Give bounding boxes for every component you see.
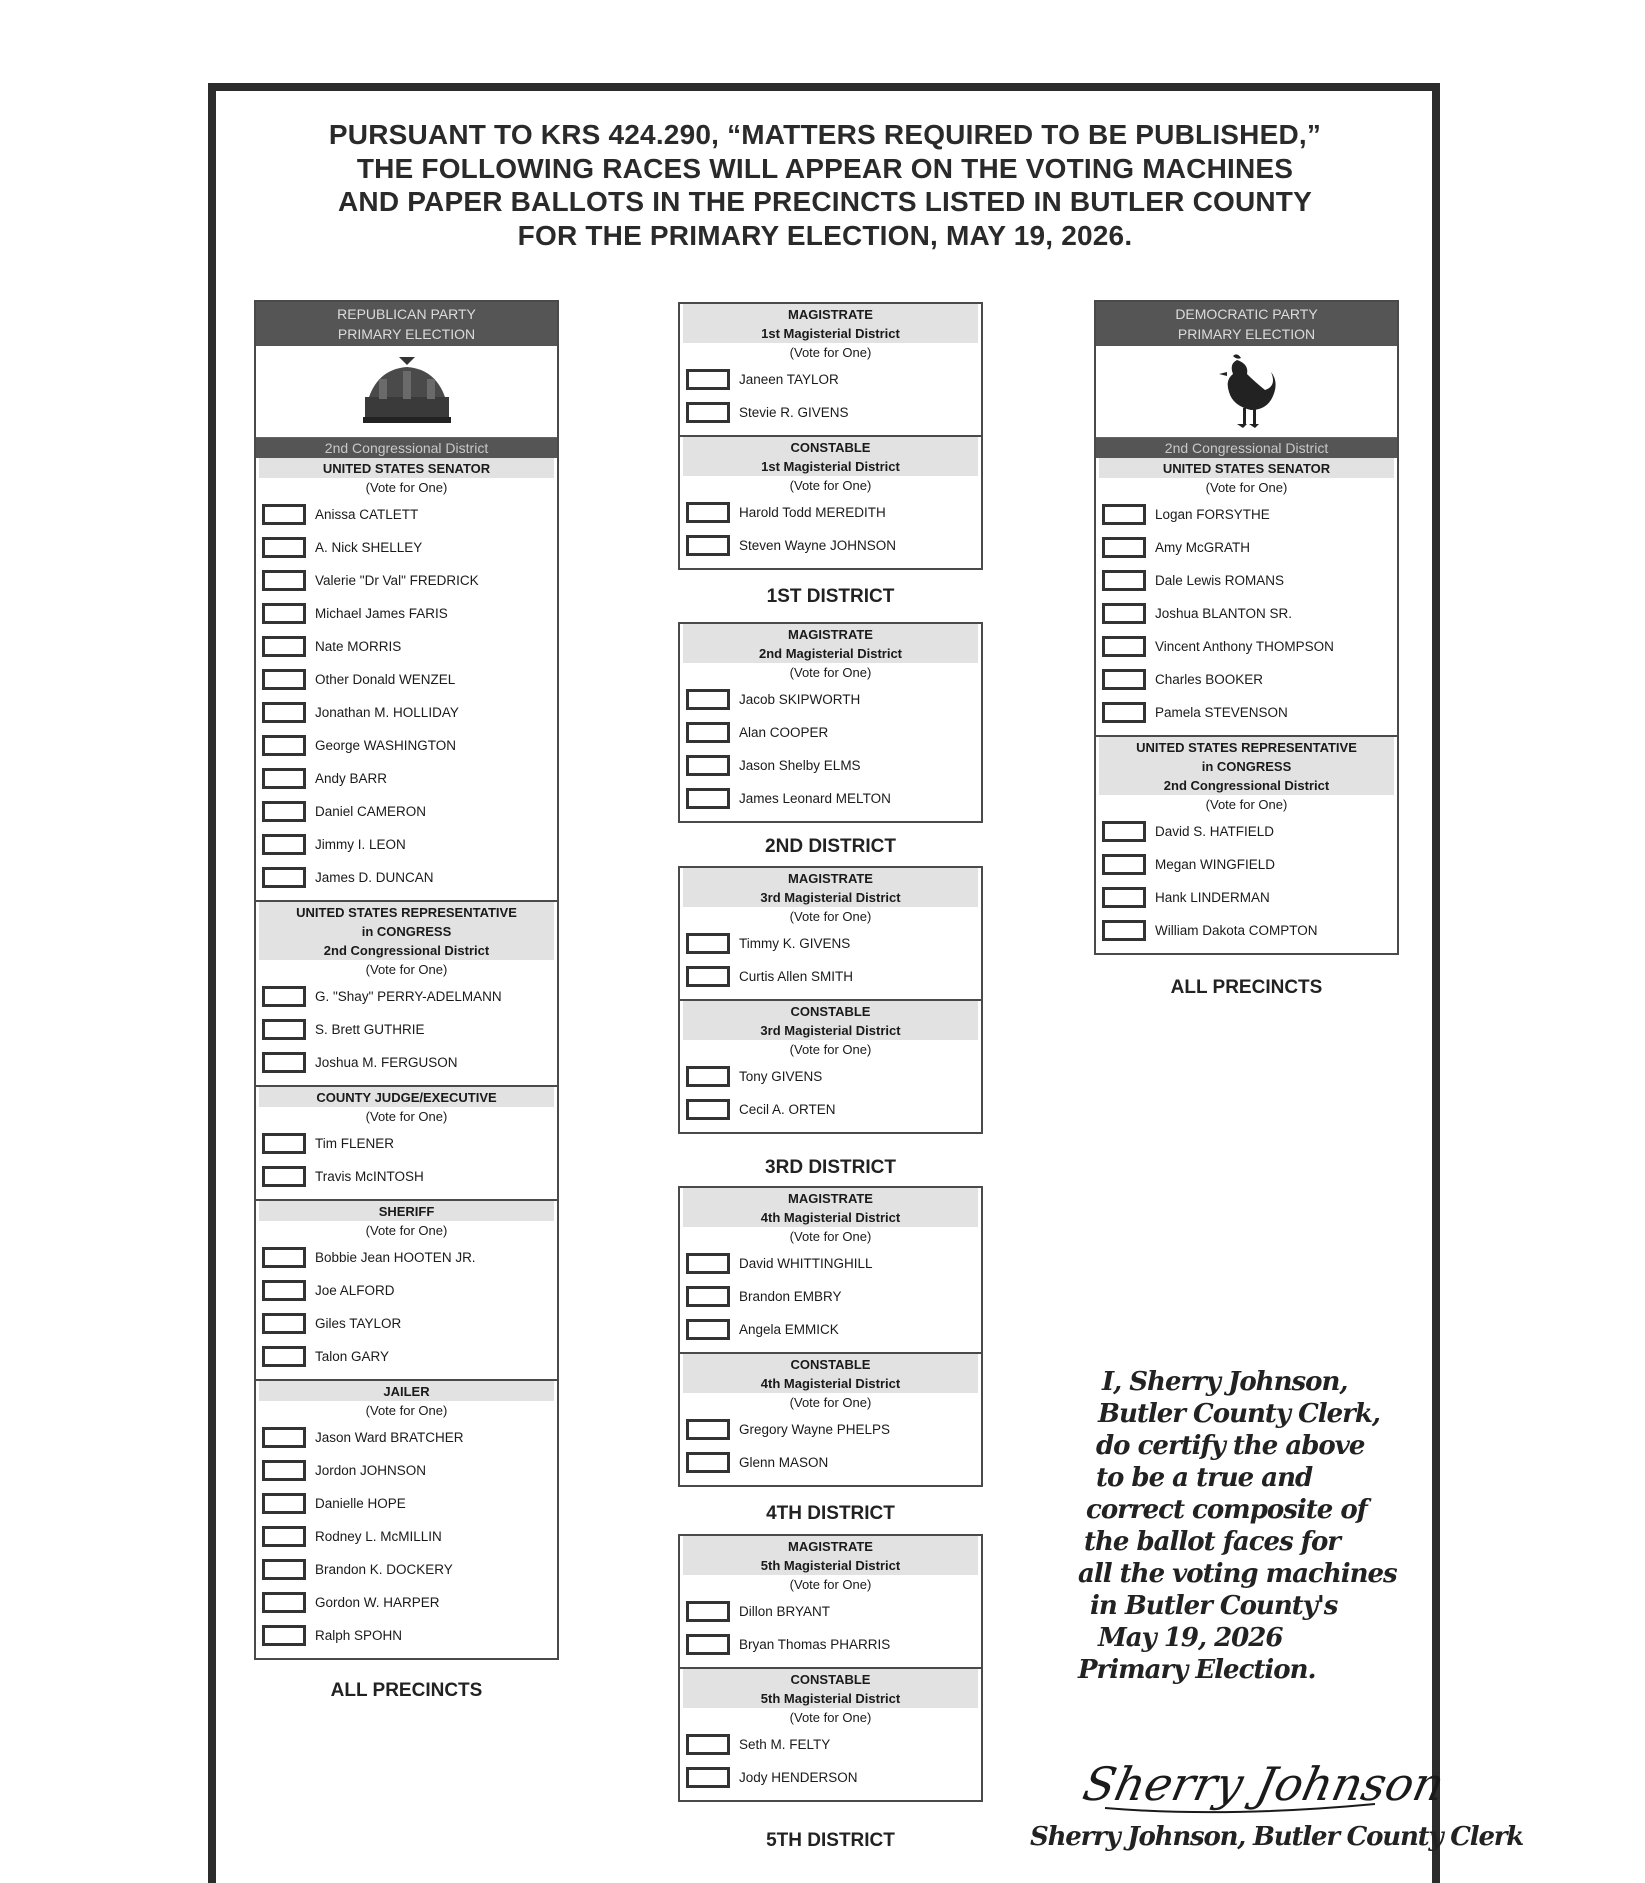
- race-section: [680, 624, 981, 821]
- race-section: [256, 1379, 557, 1658]
- candidate-row[interactable]: [256, 1241, 557, 1274]
- candidate-name: Charles BOOKER: [1155, 672, 1264, 687]
- vote-instruction: (Vote for One): [789, 1577, 872, 1592]
- race-section: [680, 1188, 981, 1352]
- candidate-row[interactable]: [256, 1553, 557, 1586]
- svg-text:Sherry Johnson: Sherry Johnson: [1078, 1757, 1449, 1811]
- vote-box[interactable]: [686, 1734, 730, 1755]
- headline: [250, 118, 1400, 252]
- candidate-row[interactable]: [256, 597, 557, 630]
- candidate-name: Other Donald WENZEL: [315, 672, 456, 687]
- candidate-row[interactable]: [680, 1247, 981, 1280]
- candidate-name: Gordon W. HARPER: [315, 1595, 440, 1610]
- candidate-row[interactable]: [256, 1487, 557, 1520]
- vote-box[interactable]: [262, 1166, 306, 1187]
- race-title-line: MAGISTRATE: [788, 871, 873, 886]
- candidate-row[interactable]: [680, 716, 981, 749]
- candidate-name: Brandon EMBRY: [739, 1289, 842, 1304]
- race-title-line: 1st Magisterial District: [761, 459, 900, 474]
- vote-box[interactable]: [262, 735, 306, 756]
- race-title-line: in CONGRESS: [1201, 759, 1292, 774]
- race-title-line: UNITED STATES SENATOR: [1162, 461, 1331, 476]
- vote-box[interactable]: [686, 1634, 730, 1655]
- vote-instruction: (Vote for One): [1205, 480, 1288, 495]
- district-ballot: [678, 302, 983, 570]
- race-title-line: CONSTABLE: [790, 1672, 871, 1687]
- candidate-row[interactable]: [256, 1046, 557, 1079]
- candidate-row[interactable]: [680, 396, 981, 429]
- candidate-name: Alan COOPER: [739, 725, 829, 740]
- district-caption: 4TH DISTRICT: [766, 1503, 895, 1524]
- candidate-row[interactable]: [680, 496, 981, 529]
- race-title: [1099, 737, 1394, 795]
- candidate-name: Hank LINDERMAN: [1155, 890, 1270, 905]
- candidate-name: Michael James FARIS: [315, 606, 448, 621]
- vote-box[interactable]: [1102, 854, 1146, 875]
- candidate-row[interactable]: [680, 1761, 981, 1794]
- vote-box[interactable]: [262, 1493, 306, 1514]
- race-title-line: CONSTABLE: [790, 440, 871, 455]
- race-title: [683, 1001, 978, 1040]
- race-title: [259, 902, 554, 960]
- race-title-line: UNITED STATES REPRESENTATIVE: [1136, 740, 1357, 755]
- race-title: [683, 1354, 978, 1393]
- candidate-row[interactable]: [1096, 696, 1397, 729]
- candidate-name: Megan WINGFIELD: [1155, 857, 1276, 872]
- candidate-row[interactable]: [256, 630, 557, 663]
- vote-box[interactable]: [686, 1253, 730, 1274]
- race-section: [256, 1085, 557, 1199]
- candidate-name: Amy McGRATH: [1155, 540, 1250, 555]
- vote-instruction: (Vote for One): [1205, 797, 1288, 812]
- candidate-row[interactable]: [1096, 564, 1397, 597]
- candidate-name: James Leonard MELTON: [739, 791, 891, 806]
- candidate-name: Cecil A. ORTEN: [739, 1102, 836, 1117]
- race-title-line: MAGISTRATE: [788, 627, 873, 642]
- vote-box[interactable]: [686, 1419, 730, 1440]
- candidate-name: Danielle HOPE: [315, 1496, 406, 1511]
- candidate-row[interactable]: [680, 1060, 981, 1093]
- vote-instruction: (Vote for One): [789, 1710, 872, 1725]
- race-section: [680, 999, 981, 1132]
- candidate-name: Dillon BRYANT: [739, 1604, 831, 1619]
- precincts-caption: ALL PRECINCTS: [1170, 977, 1323, 998]
- race-title-line: MAGISTRATE: [788, 1191, 873, 1206]
- vote-box[interactable]: [262, 1460, 306, 1481]
- candidate-row[interactable]: [1096, 881, 1397, 914]
- race-title: [683, 437, 978, 476]
- vote-box[interactable]: [686, 966, 730, 987]
- candidate-name: Brandon K. DOCKERY: [315, 1562, 453, 1577]
- candidate-row[interactable]: [680, 960, 981, 993]
- candidate-name: Steven Wayne JOHNSON: [739, 538, 897, 553]
- signature-image: [1078, 1752, 1449, 1822]
- race-title: [683, 1536, 978, 1575]
- candidate-name: Travis McINTOSH: [315, 1169, 424, 1184]
- district-ballot: [678, 1186, 983, 1487]
- vote-box[interactable]: [1102, 603, 1146, 624]
- candidate-row[interactable]: [680, 1280, 981, 1313]
- candidate-row[interactable]: [256, 1421, 557, 1454]
- candidate-name: Bryan Thomas PHARRIS: [739, 1637, 891, 1652]
- race-title-line: in CONGRESS: [361, 924, 452, 939]
- candidate-name: David S. HATFIELD: [1155, 824, 1275, 839]
- candidate-name: Jody HENDERSON: [739, 1770, 858, 1785]
- district-bar: 2nd Congressional District: [256, 438, 557, 458]
- candidate-row[interactable]: [256, 1586, 557, 1619]
- candidate-name: James D. DUNCAN: [315, 870, 434, 885]
- race-title: [683, 868, 978, 907]
- vote-box[interactable]: [262, 1133, 306, 1154]
- race-title-line: 5th Magisterial District: [760, 1558, 901, 1573]
- vote-box[interactable]: [686, 402, 730, 423]
- candidate-row[interactable]: [256, 498, 557, 531]
- candidate-row[interactable]: [1096, 531, 1397, 564]
- vote-box[interactable]: [1102, 920, 1146, 941]
- race-title-line: 4th Magisterial District: [760, 1210, 901, 1225]
- candidate-row[interactable]: [1096, 663, 1397, 696]
- candidate-name: Angela EMMICK: [739, 1322, 839, 1337]
- race-title: [683, 304, 978, 343]
- candidate-name: Daniel CAMERON: [315, 804, 427, 819]
- vote-box[interactable]: [262, 1247, 306, 1268]
- vote-box[interactable]: [1102, 669, 1146, 690]
- candidate-row[interactable]: [256, 663, 557, 696]
- race-section: [680, 304, 981, 435]
- race-title-line: 5th Magisterial District: [760, 1691, 901, 1706]
- vote-box[interactable]: [262, 1313, 306, 1334]
- vote-box[interactable]: [1102, 504, 1146, 525]
- vote-box[interactable]: [686, 788, 730, 809]
- race-title-line: 2nd Congressional District: [323, 943, 490, 958]
- vote-box[interactable]: [262, 1427, 306, 1448]
- candidate-row[interactable]: [680, 1728, 981, 1761]
- candidate-row[interactable]: [256, 1013, 557, 1046]
- vote-box[interactable]: [262, 603, 306, 624]
- candidate-name: Dale Lewis ROMANS: [1155, 573, 1285, 588]
- candidate-row[interactable]: [680, 683, 981, 716]
- vote-instruction: (Vote for One): [365, 1223, 448, 1238]
- race-title: [259, 1201, 554, 1221]
- candidate-row[interactable]: [680, 1313, 981, 1346]
- district-ballot: [678, 866, 983, 1134]
- vote-box[interactable]: [262, 834, 306, 855]
- candidate-name: Jason Shelby ELMS: [739, 758, 861, 773]
- race-title-line: 2nd Magisterial District: [758, 646, 903, 661]
- vote-box[interactable]: [262, 1625, 306, 1646]
- district-bar: 2nd Congressional District: [1096, 438, 1397, 458]
- vote-instruction: (Vote for One): [789, 1042, 872, 1057]
- vote-box[interactable]: [686, 689, 730, 710]
- race-title: [259, 458, 554, 478]
- candidate-name: Seth M. FELTY: [739, 1737, 831, 1752]
- headline-line: AND PAPER BALLOTS IN THE PRECINCTS LISTED IN BUTLER COUNTY: [338, 186, 1312, 217]
- vote-instruction: (Vote for One): [365, 962, 448, 977]
- candidate-name: Rodney L. McMILLIN: [315, 1529, 442, 1544]
- race-title: [259, 1087, 554, 1107]
- race-section: [256, 1199, 557, 1379]
- vote-box[interactable]: [686, 502, 730, 523]
- vote-box[interactable]: [686, 1601, 730, 1622]
- vote-box[interactable]: [686, 1099, 730, 1120]
- candidate-name: Jason Ward BRATCHER: [315, 1430, 464, 1445]
- candidate-name: Tim FLENER: [315, 1136, 395, 1151]
- vote-box[interactable]: [686, 1767, 730, 1788]
- candidate-name: Joshua BLANTON SR.: [1155, 606, 1293, 621]
- vote-box[interactable]: [262, 1559, 306, 1580]
- race-title-line: 2nd Congressional District: [1163, 778, 1330, 793]
- vote-box[interactable]: [262, 1052, 306, 1073]
- headline-line: THE FOLLOWING RACES WILL APPEAR ON THE VOTING MACHINES: [356, 152, 1294, 184]
- race-title: [683, 624, 978, 663]
- vote-box[interactable]: [262, 1526, 306, 1547]
- candidate-row[interactable]: [256, 828, 557, 861]
- vote-instruction: (Vote for One): [365, 1403, 448, 1418]
- rooster-icon: [1096, 346, 1397, 438]
- vote-box[interactable]: [262, 669, 306, 690]
- district-ballot: [678, 622, 983, 823]
- candidate-row[interactable]: [680, 529, 981, 562]
- candidate-row[interactable]: [1096, 630, 1397, 663]
- vote-instruction: (Vote for One): [789, 665, 872, 680]
- candidate-name: Talon GARY: [315, 1349, 390, 1364]
- candidate-name: Harold Todd MEREDITH: [739, 505, 886, 520]
- candidate-name: A. Nick SHELLEY: [315, 540, 423, 555]
- vote-box[interactable]: [262, 1346, 306, 1367]
- vote-box[interactable]: [262, 1019, 306, 1040]
- race-section: [680, 435, 981, 568]
- candidate-row[interactable]: [680, 1093, 981, 1126]
- vote-box[interactable]: [262, 768, 306, 789]
- candidate-name: Bobbie Jean HOOTEN JR.: [315, 1250, 476, 1265]
- candidate-row[interactable]: [680, 782, 981, 815]
- race-section: [1096, 458, 1397, 735]
- race-title-line: MAGISTRATE: [788, 1539, 873, 1554]
- candidate-name: G. "Shay" PERRY-ADELMANN: [315, 989, 502, 1004]
- race-title-line: JAILER: [383, 1384, 430, 1399]
- vote-instruction: (Vote for One): [789, 478, 872, 493]
- candidate-name: Gregory Wayne PHELPS: [739, 1422, 891, 1437]
- race-section: [1096, 735, 1397, 953]
- vote-box[interactable]: [1102, 887, 1146, 908]
- headline-line: FOR THE PRIMARY ELECTION, MAY 19, 2026.: [517, 219, 1133, 251]
- vote-box[interactable]: [262, 1280, 306, 1301]
- candidate-name: Anissa CATLETT: [315, 507, 419, 522]
- candidate-row[interactable]: [1096, 914, 1397, 947]
- candidate-row[interactable]: [256, 1127, 557, 1160]
- candidate-name: Curtis Allen SMITH: [739, 969, 854, 984]
- republican-ballot: [254, 300, 559, 1660]
- race-title-line: 1st Magisterial District: [761, 326, 900, 341]
- vote-box[interactable]: [686, 755, 730, 776]
- candidate-row[interactable]: [256, 696, 557, 729]
- candidate-row[interactable]: [256, 1160, 557, 1193]
- candidate-row[interactable]: [1096, 498, 1397, 531]
- candidate-row[interactable]: [1096, 597, 1397, 630]
- race-section: [256, 900, 557, 1085]
- race-title: [683, 1188, 978, 1227]
- candidate-name: Joe ALFORD: [315, 1283, 395, 1298]
- elephant-icon: [256, 346, 557, 438]
- candidate-row[interactable]: [680, 363, 981, 396]
- race-title-line: 3rd Magisterial District: [760, 1023, 901, 1038]
- precincts-caption: ALL PRECINCTS: [330, 1680, 483, 1701]
- vote-box[interactable]: [686, 1286, 730, 1307]
- vote-box[interactable]: [262, 537, 306, 558]
- candidate-row[interactable]: [256, 861, 557, 894]
- vote-instruction: (Vote for One): [789, 909, 872, 924]
- candidate-name: Jonathan M. HOLLIDAY: [315, 705, 459, 720]
- party-header: REPUBLICAN PARTY PRIMARY ELECTION: [256, 302, 557, 346]
- district-caption: 3RD DISTRICT: [765, 1157, 896, 1178]
- race-title-line: COUNTY JUDGE/EXECUTIVE: [316, 1090, 497, 1105]
- candidate-row[interactable]: [1096, 815, 1397, 848]
- vote-box[interactable]: [262, 867, 306, 888]
- race-title-line: CONSTABLE: [790, 1004, 871, 1019]
- candidate-name: Logan FORSYTHE: [1155, 507, 1270, 522]
- vote-box[interactable]: [686, 535, 730, 556]
- vote-box[interactable]: [262, 570, 306, 591]
- candidate-name: Timmy K. GIVENS: [739, 936, 851, 951]
- candidate-name: Nate MORRIS: [315, 639, 402, 654]
- candidate-row[interactable]: [256, 1340, 557, 1373]
- race-title: [683, 1669, 978, 1708]
- race-section: [680, 1667, 981, 1800]
- candidate-row[interactable]: [256, 1619, 557, 1652]
- candidate-row[interactable]: [256, 795, 557, 828]
- vote-box[interactable]: [1102, 570, 1146, 591]
- candidate-row[interactable]: [680, 1446, 981, 1479]
- vote-box[interactable]: [686, 1452, 730, 1473]
- candidate-row[interactable]: [256, 564, 557, 597]
- candidate-row[interactable]: [256, 1520, 557, 1553]
- candidate-row[interactable]: [256, 1307, 557, 1340]
- candidate-name: Jimmy I. LEON: [315, 837, 406, 852]
- vote-box[interactable]: [686, 933, 730, 954]
- certification-statement: I, Sherry Johnson, Butler County Clerk, do certify the above to be a true and correct composite of the ballot faces for all the voting machines in Butler County's May 19, 2026 Primary Election.: [1078, 1367, 1397, 1685]
- race-title-line: UNITED STATES SENATOR: [322, 461, 491, 476]
- candidate-name: Pamela STEVENSON: [1155, 705, 1288, 720]
- vote-box[interactable]: [262, 702, 306, 723]
- party-header: DEMOCRATIC PARTY PRIMARY ELECTION: [1096, 302, 1397, 346]
- candidate-row[interactable]: [680, 1413, 981, 1446]
- candidate-name: Andy BARR: [315, 771, 388, 786]
- race-title-line: UNITED STATES REPRESENTATIVE: [296, 905, 517, 920]
- candidate-name: Tony GIVENS: [739, 1069, 823, 1084]
- vote-box[interactable]: [686, 1066, 730, 1087]
- vote-instruction: (Vote for One): [789, 345, 872, 360]
- race-section: [680, 1536, 981, 1667]
- candidate-row[interactable]: [680, 927, 981, 960]
- candidate-row[interactable]: [680, 1595, 981, 1628]
- candidate-row[interactable]: [1096, 848, 1397, 881]
- vote-box[interactable]: [262, 504, 306, 525]
- candidate-name: Joshua M. FERGUSON: [315, 1055, 458, 1070]
- vote-instruction: (Vote for One): [789, 1395, 872, 1410]
- candidate-row[interactable]: [256, 980, 557, 1013]
- vote-box[interactable]: [1102, 821, 1146, 842]
- vote-instruction: (Vote for One): [365, 1109, 448, 1124]
- candidate-name: Valerie "Dr Val" FREDRICK: [315, 573, 479, 588]
- district-caption: 5TH DISTRICT: [766, 1830, 895, 1851]
- vote-instruction: (Vote for One): [365, 480, 448, 495]
- vote-instruction: (Vote for One): [789, 1229, 872, 1244]
- race-section: [680, 1352, 981, 1485]
- race-title-line: MAGISTRATE: [788, 307, 873, 322]
- candidate-name: Vincent Anthony THOMPSON: [1155, 639, 1334, 654]
- candidate-name: Giles TAYLOR: [315, 1316, 402, 1331]
- vote-box[interactable]: [686, 1319, 730, 1340]
- candidate-name: Stevie R. GIVENS: [739, 405, 849, 420]
- candidate-row[interactable]: [256, 1274, 557, 1307]
- candidate-row[interactable]: [680, 1628, 981, 1661]
- candidate-row[interactable]: [256, 531, 557, 564]
- democratic-ballot: [1094, 300, 1399, 955]
- vote-box[interactable]: [1102, 702, 1146, 723]
- race-title-line: SHERIFF: [378, 1204, 435, 1219]
- clerk-signature-line: Sherry Johnson, Butler County Clerk: [1030, 1822, 1524, 1852]
- candidate-name: S. Brett GUTHRIE: [315, 1022, 425, 1037]
- candidate-name: David WHITTINGHILL: [739, 1256, 873, 1271]
- race-section: [680, 868, 981, 999]
- race-title: [1099, 458, 1394, 478]
- race-section: [256, 458, 557, 900]
- vote-box[interactable]: [262, 986, 306, 1007]
- candidate-name: George WASHINGTON: [315, 738, 457, 753]
- race-title-line: 4th Magisterial District: [760, 1376, 901, 1391]
- candidate-name: Jordon JOHNSON: [315, 1463, 427, 1478]
- race-title-line: CONSTABLE: [790, 1357, 871, 1372]
- candidate-name: Janeen TAYLOR: [739, 372, 839, 387]
- candidate-name: Jacob SKIPWORTH: [739, 692, 861, 707]
- vote-box[interactable]: [686, 722, 730, 743]
- vote-box[interactable]: [262, 801, 306, 822]
- race-title-line: 3rd Magisterial District: [760, 890, 901, 905]
- district-ballot: [678, 1534, 983, 1802]
- vote-box[interactable]: [686, 369, 730, 390]
- race-title: [259, 1381, 554, 1401]
- district-caption: 2ND DISTRICT: [765, 836, 896, 857]
- candidate-name: William Dakota COMPTON: [1155, 923, 1318, 938]
- district-caption: 1ST DISTRICT: [766, 586, 895, 607]
- candidate-row[interactable]: [256, 1454, 557, 1487]
- vote-box[interactable]: [1102, 636, 1146, 657]
- candidate-row[interactable]: [256, 729, 557, 762]
- candidate-name: Ralph SPOHN: [315, 1628, 403, 1643]
- headline-line: PURSUANT TO KRS 424.290, “MATTERS REQUIRED TO BE PUBLISHED,”: [328, 119, 1322, 150]
- candidate-row[interactable]: [256, 762, 557, 795]
- candidate-name: Glenn MASON: [739, 1455, 829, 1470]
- vote-box[interactable]: [262, 1592, 306, 1613]
- candidate-row[interactable]: [680, 749, 981, 782]
- vote-box[interactable]: [1102, 537, 1146, 558]
- vote-box[interactable]: [262, 636, 306, 657]
